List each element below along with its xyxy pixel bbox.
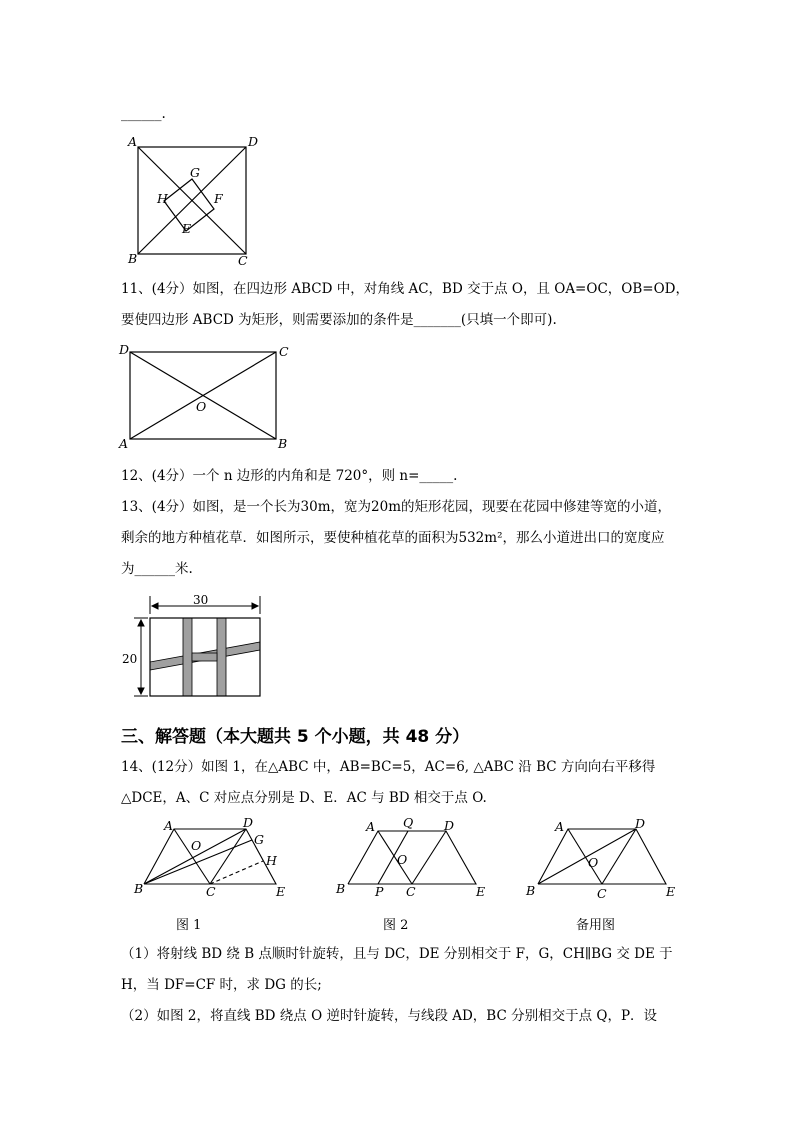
height-label: 20 (122, 652, 138, 666)
label-b: B (278, 436, 288, 451)
q11-line-2: 要使四边形 ABCD 为矩形，则需要添加的条件是_______(只填一个即可). (121, 312, 557, 328)
label-b: B (134, 881, 144, 896)
q13-line-1: 13、(4分）如图，是一个长为30m，宽为20m的矩形花园，现要在花园中修建等宽的小道， (121, 499, 671, 515)
label-b: B (128, 251, 138, 265)
q13-line-3: 为______米. (121, 561, 193, 577)
label-f: F (214, 191, 223, 206)
vertical-path-right (217, 618, 226, 696)
vertical-path-left (183, 618, 192, 696)
q12-line-1: 12、(4分）一个 n 边形的内角和是 720°，则 n=_____. (121, 468, 458, 484)
label-d: D (635, 818, 646, 831)
label-a: A (128, 135, 138, 149)
label-a: A (164, 818, 174, 833)
label-q: Q (403, 818, 414, 830)
label-d: D (243, 818, 254, 830)
label-h: H (266, 853, 277, 868)
label-a: A (555, 819, 565, 834)
q14-sub1-line-2: H，当 DF=CF 时，求 DG 的长; (121, 977, 322, 993)
label-d: D (444, 818, 455, 833)
q13-line-2: 剩余的地方种植花草．如图所示，要使种植花草的面积为532m²，那么小道进出口的宽度应 (121, 530, 665, 546)
label-c: C (279, 344, 289, 359)
label-e: E (666, 884, 676, 898)
caption-figure-1: 图 1 (176, 918, 202, 933)
figure-q11-rectangle (116, 342, 296, 452)
q14-line-1: 14、(12分）如图 1，在△ABC 中，AB=BC=5，AC=6, △ABC 沿 BC 方向向右平移得 (121, 759, 656, 775)
label-c: C (238, 253, 248, 265)
label-g: G (190, 165, 200, 180)
label-b: B (336, 881, 346, 896)
label-a: A (119, 436, 129, 451)
label-e: E (476, 884, 486, 898)
label-h: H (157, 191, 168, 206)
label-d: D (248, 135, 259, 149)
q14-sub1-line-1: （1）将射线 BD 绕 B 点顺时针旋转，且与 DC，DE 分别相交于 F，G，CH∥BG 交 DE 于 (121, 946, 673, 962)
label-a: A (366, 819, 376, 834)
section-3-heading: 三、解答题（本大题共 5 个小题，共 48 分） (121, 727, 470, 747)
connecting-path (192, 653, 217, 661)
label-o: O (191, 838, 202, 853)
label-o: O (588, 855, 599, 870)
q10-answer-blank: ______. (121, 106, 166, 122)
width-label: 30 (193, 593, 209, 607)
q11-line-1: 11、(4分）如图，在四边形 ABCD 中，对角线 AC，BD 交于点 O，且 OA=OC，OB=OD， (121, 281, 689, 297)
figure-14-spare (522, 818, 692, 898)
label-c: C (406, 884, 416, 898)
label-e: E (276, 884, 286, 898)
figure-14-2 (330, 818, 500, 898)
caption-spare-figure: 备用图 (576, 918, 616, 933)
label-d: D (119, 342, 130, 357)
figure-14-1 (130, 818, 300, 898)
label-p: P (375, 884, 384, 898)
label-c: C (597, 886, 607, 898)
label-g: G (254, 832, 264, 847)
q14-line-2: △DCE，A、C 对应点分别是 D、E．AC 与 BD 相交于点 O. (121, 790, 487, 806)
label-b: B (526, 883, 536, 898)
figure-q13-garden (120, 590, 280, 700)
q14-sub2-line-1: （2）如图 2，将直线 BD 绕点 O 逆时针旋转，与线段 AD，BC 分别相交于点 Q，P．设 (121, 1008, 658, 1024)
label-e: E (182, 221, 192, 236)
caption-figure-2: 图 2 (383, 918, 409, 933)
figure-q10-square (120, 135, 270, 265)
label-c: C (206, 884, 216, 898)
label-o: O (397, 852, 408, 867)
label-o: O (196, 399, 207, 414)
